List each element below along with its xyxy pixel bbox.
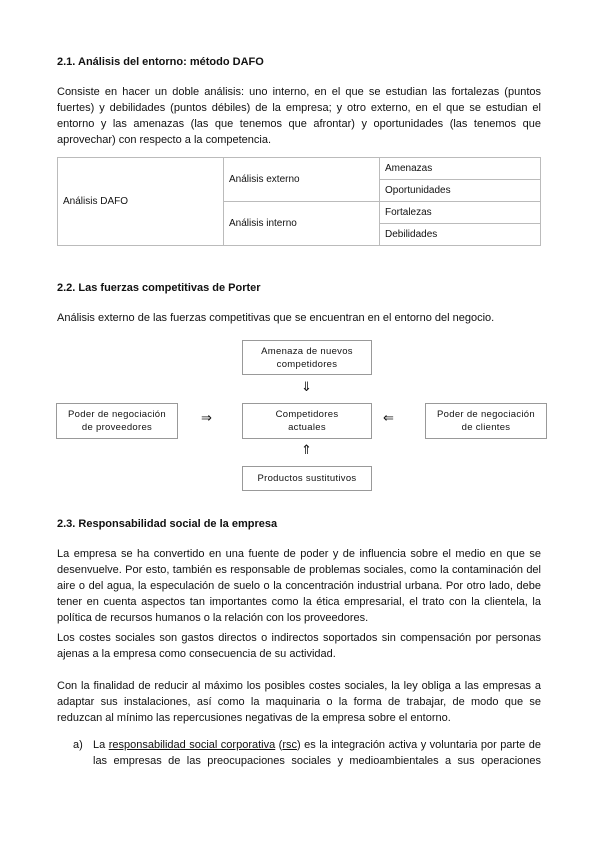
- text: ) es la integración activa y voluntaria por parte de: [297, 739, 541, 751]
- text-line: desenvuelve. Por esto, también es responsable de problemas sociales, como la contaminación del: [57, 564, 541, 576]
- text-line: Con la finalidad de reducir al máximo los posibles costes sociales, la ley obliga a las empresas a: [57, 680, 541, 692]
- box-competidores-actuales: [242, 403, 372, 439]
- text-line: Consiste en hacer un doble análisis: uno interno, en el que se estudian las fortalezas (puntos: [57, 86, 541, 98]
- heading-2-1: 2.1. Análisis del entorno: método DAFO: [57, 56, 264, 68]
- arrow-up-icon: ⇑: [301, 442, 312, 457]
- heading-2-2: 2.2. Las fuerzas competitivas de Porter: [57, 282, 261, 294]
- text-line: fuertes) y debilidades (puntos débiles) de la empresa; y otro externo, en el que se estudian el: [57, 102, 541, 114]
- arrow-right-icon: ⇒: [201, 410, 212, 425]
- link-rsc-abbr[interactable]: rsc: [282, 739, 298, 751]
- box-text: Poder de negociación: [68, 409, 166, 420]
- text-line: tener en cuenta aspectos tan importantes como la ética empresarial, el trato con la clientela, la: [57, 596, 541, 608]
- cell-analisis-interno: Análisis interno: [224, 202, 380, 246]
- dafo-table: [57, 157, 541, 246]
- text-line: La empresa se ha convertido en una fuente de poder y de influencia sobre el medio en que se: [57, 548, 541, 560]
- text-line: Los costes sociales son gastos directos o indirectos soportados sin compensación por personas: [57, 632, 541, 644]
- box-text: Amenaza de nuevos: [261, 345, 353, 357]
- box-text: de clientes: [461, 422, 511, 433]
- paragraph-costes-sociales: [57, 630, 541, 662]
- text-line: aire o del agua, la especulación de suelo o la concentración industrial urbana. Por otro lado, debe: [57, 580, 541, 592]
- text-line: ajenas a la empresa como consecuencia de su actividad.: [57, 648, 336, 660]
- cell-debilidades: Debilidades: [380, 224, 541, 246]
- cell-oportunidades: Oportunidades: [380, 180, 541, 202]
- paragraph-ley: [57, 678, 541, 726]
- text-line: aprovechar) con respecto a la competencia.: [57, 134, 272, 146]
- text-line: entorno y las amenazas (las que tenemos que afrontar) y oportunidades (las tenemos que: [57, 118, 541, 130]
- cell-amenazas: Amenazas: [380, 158, 541, 180]
- cell-analisis-externo: Análisis externo: [224, 158, 380, 202]
- paragraph-dafo: [57, 84, 541, 148]
- box-text: de proveedores: [81, 422, 153, 433]
- porter-intro: [57, 310, 541, 326]
- arrow-left-icon: ⇐: [383, 410, 394, 425]
- text: (: [275, 739, 283, 751]
- box-amenaza-nuevos-competidores: [242, 340, 372, 375]
- paragraph-rse-1: [57, 546, 541, 626]
- text-line: reduzcan al mínimo las repercusiones negativas de la empresa sobre el entorno.: [57, 712, 451, 724]
- box-text: actuales: [288, 422, 326, 433]
- cell-fortalezas: Fortalezas: [380, 202, 541, 224]
- box-text: Poder de negociación: [437, 409, 535, 420]
- box-poder-clientes: [425, 403, 547, 439]
- box-poder-proveedores: [56, 403, 178, 439]
- text-line: Análisis externo de las fuerzas competitivas que se encuentran en el entorno del negocio.: [57, 312, 495, 324]
- text-line: política de recursos humanos o la relación con los proveedores.: [57, 612, 369, 624]
- cell-analisis-dafo: Análisis DAFO: [58, 158, 224, 246]
- text: La: [93, 739, 109, 751]
- text-line: [93, 737, 541, 753]
- arrow-down-icon: ⇓: [301, 379, 312, 394]
- list-marker: a): [73, 739, 83, 751]
- text-line: las empresas de las preocupaciones sociales y medioambientales a sus operaciones: [93, 755, 541, 767]
- link-rsc-term[interactable]: responsabilidad social corporativa: [108, 739, 276, 751]
- box-text: competidores: [276, 358, 338, 370]
- heading-2-3: 2.3. Responsabilidad social de la empresa: [57, 518, 278, 530]
- box-text: Competidores: [275, 409, 339, 420]
- box-productos-sustitutivos: Productos sustitutivos: [242, 466, 372, 491]
- text-line: adaptar sus instalaciones, así como la maquinaria o la forma de trabajar, de modo que se: [57, 696, 541, 708]
